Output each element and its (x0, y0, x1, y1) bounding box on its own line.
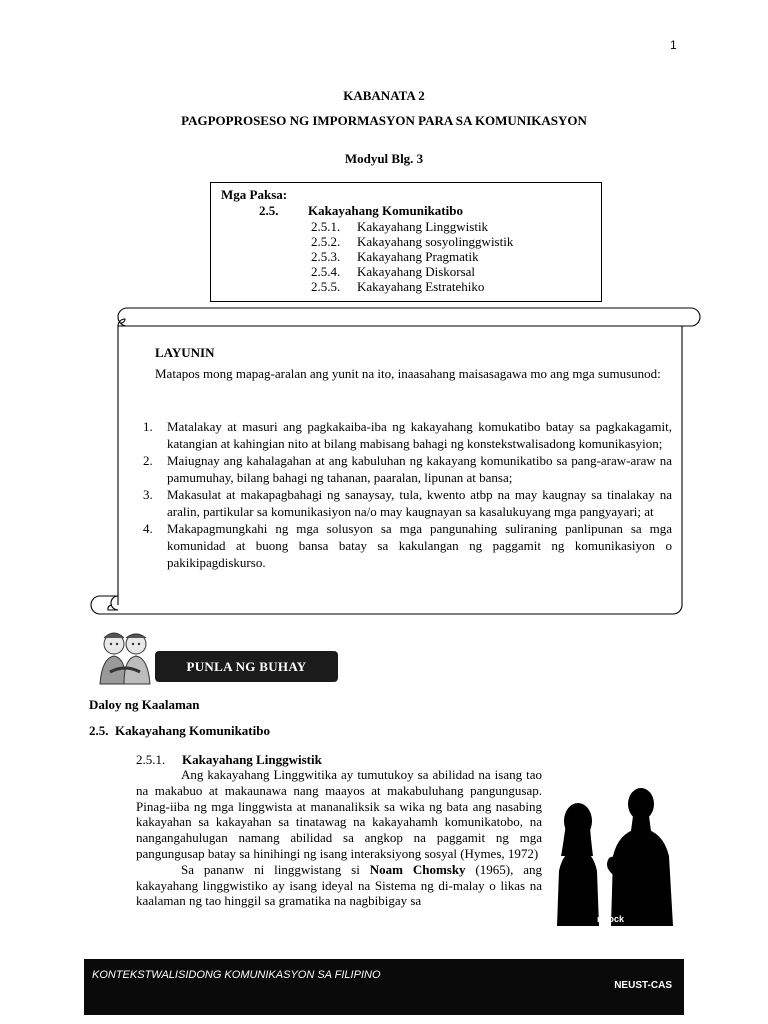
objectives-heading: LAYUNIN (155, 345, 215, 360)
chapter-title: PAGPOPROSESO NG IMPORMASYON PARA SA KOMUNIKASYON (181, 113, 587, 128)
section-heading: 2.5. Kakayahang Komunikatibo (89, 723, 270, 738)
topic-label: Kakayahang Diskorsal (357, 264, 476, 279)
footer-institution: NEUST-CAS (614, 980, 672, 991)
objective-number: 2. (143, 453, 153, 468)
objective-item (143, 418, 672, 452)
topic-label: Kakayahang sosyolinggwistik (357, 234, 514, 249)
objectives-list (143, 418, 672, 571)
watermark-text: rstock (597, 914, 625, 924)
chapter-label: KABANATA 2 (343, 88, 425, 103)
paragraph: Ang kakayahang Linggwitika ay tumutukoy sa abilidad na isang tao na makabuo at makaunawa nang maayos at makabuluhang pangungusap. Pinag-iiba ng mga linggwista at mananaliksik sa wika ng bata ang nasabing kakayahan sa kakayahan sa tinatawag na kakayahamh komunikatobo, na nangangahulugan namang abilidad sa angkop na paggamit ng mga pangungusap batay sa hinihingi ng isang interaksiyong sosyal (Hymes, 1972) (136, 767, 542, 861)
objective-item (143, 452, 672, 486)
silhouette-image (553, 776, 683, 926)
topic-label: Kakayahang Estratehiko (357, 279, 485, 294)
silhouette-icon (553, 776, 683, 926)
topics-heading: Mga Paksa: (221, 187, 288, 202)
paragraph (136, 862, 542, 909)
page-number: 1 (670, 38, 677, 52)
flow-heading: Daloy ng Kaalaman (89, 697, 200, 712)
footer-bar (84, 959, 684, 1015)
topic-number: 2.5.3. (311, 249, 341, 264)
paragraph-text: Sa pananw ni linggwistang si (181, 861, 370, 877)
objective-text: Makasulat at makapagbahagi ng sanaysay, tula, kwento atbp na may kaugnay sa tinalakay na aralin, partikular sa komunikasiyon na/o may kaugnayan sa kasalukuyang mga pangyayari; at (167, 487, 672, 519)
topic-number: 2.5.2. (311, 234, 341, 249)
objective-item (143, 486, 672, 520)
author-name: Noam Chomsky (369, 861, 466, 877)
topics-main-number: 2.5. (259, 203, 279, 218)
punla-banner: PUNLA NG BUHAY (155, 651, 338, 682)
objective-number: 1. (143, 419, 153, 434)
topic-number: 2.5.1. (311, 219, 341, 234)
paragraph-text: (1965), ang kakayahang linggwistiko ay isang ideyal na Sistema ng di-malay o likas na kaalaman ng tao hinggil sa gramatika na nagbibigay sa (136, 861, 542, 909)
objectives-intro: Matapos mong mapag-aralan ang yunit na ito, inaasahang maisasagawa mo ang mga sumusunod: (155, 366, 661, 381)
subsection-number: 2.5.1. (136, 752, 166, 767)
objective-text: Matalakay at masuri ang pagkakaiba-iba ng kakayahang komukatibo batay sa pagkakagamit, katangian at kahingian nito at bilang mabisang bahagi ng konstekstwalisadong komunikasyion; (167, 419, 672, 451)
topic-label: Kakayahang Pragmatik (357, 249, 479, 264)
body-text (136, 767, 542, 909)
objective-item (143, 520, 672, 571)
objective-number: 4. (143, 521, 153, 536)
topics-box (210, 182, 602, 302)
module-label: Modyul Blg. 3 (344, 151, 424, 166)
topic-number: 2.5.4. (311, 264, 341, 279)
topics-main-label: Kakayahang Komunikatibo (308, 203, 463, 218)
children-illustration-icon (96, 628, 154, 686)
topic-label: Kakayahang Linggwistik (357, 219, 489, 234)
footer-course-title: KONTEKSTWALISIDONG KOMUNIKASYON SA FILIPINO (92, 969, 381, 981)
subsection-title: Kakayahang Linggwistik (182, 752, 322, 767)
topic-number: 2.5.5. (311, 279, 341, 294)
objective-text: Makapagmungkahi ng mga solusyon sa mga pangunahing suliraning panlipunan sa mga komunidad at buong bansa batay sa kakulangan ng paggamit ng komunikasiyon o pakikipagdiskurso. (167, 521, 672, 570)
objective-text: Maiugnay ang kahalagahan at ang kabuluhan ng kakayang komunikatibo sa pang-araw-araw na pamumuhay, bilang bahagi ng tahanan, paaralan, lipunan at bansa; (167, 453, 672, 485)
objective-number: 3. (143, 487, 153, 502)
